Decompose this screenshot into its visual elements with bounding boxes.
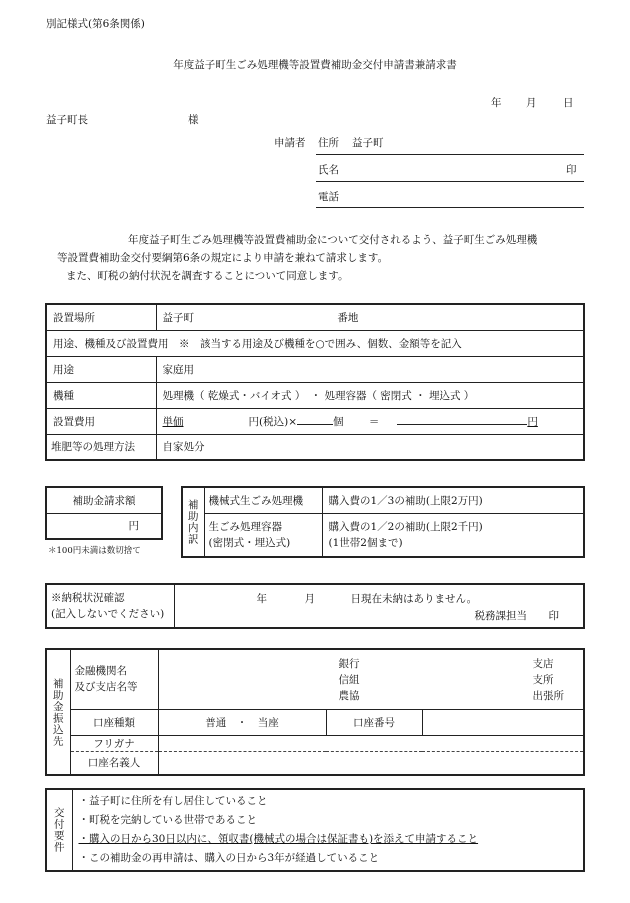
bank-section-label: 補助金振込先 [46, 649, 70, 775]
applicant-label: 申請者 [274, 137, 306, 149]
body-line-1: 年度益子町生ごみ処理機等設置費補助金について交付されるよう、益子町生ごみ処理機 [128, 234, 538, 246]
subsidy-content-box [181, 486, 585, 558]
row2-type-1: 生ごみ処理容器 [208, 520, 282, 533]
furigana-label: フリガナ [70, 735, 158, 751]
location-label: 設置場所 [46, 304, 156, 330]
subsidy-request-note: ＊100円未満は数切捨て [48, 546, 141, 556]
date-month: 月 [526, 97, 537, 109]
institution-branch2: 支所 [532, 674, 554, 686]
honorific: 様 [188, 114, 199, 126]
requirement-item: ・町税を完納している世帯であること [78, 814, 257, 826]
compost-label: 堆肥等の処理方法 [46, 434, 156, 460]
account-type-value: 普通 ・ 当座 [158, 709, 326, 735]
subsidy-request-label: 補助金請求額 [46, 487, 162, 513]
location-town: 益子町 [162, 311, 194, 324]
cost-label: 設置費用 [46, 408, 156, 434]
tax-check-label [46, 584, 174, 628]
compost-value: 自家処分 [156, 434, 584, 460]
install-table [45, 303, 585, 461]
tax-statement: 日現在未納はありません。 [350, 593, 478, 605]
cost-yen: 円 [527, 415, 538, 428]
requirements-list [72, 789, 584, 871]
requirement-item: ・購入の日から30日以内に、領収書(機械式の場合は保証書も)を添えて申請すること [78, 833, 479, 845]
account-type-label: 口座種類 [70, 709, 158, 735]
tax-year: 年 [256, 593, 267, 605]
location-cell [156, 304, 584, 330]
address-label: 住所 [318, 137, 339, 149]
subsidy-request-box [45, 486, 163, 540]
institution-branch: 支店 [532, 658, 554, 670]
holder-value [158, 751, 584, 775]
subsidy-request-yen: 円 [46, 513, 162, 539]
institution-label-2: 及び支店名等 [74, 681, 138, 694]
row2-desc-1: 購入費の1／2の補助(上限2千円) [328, 520, 483, 533]
row2-type [204, 513, 322, 557]
body-line-2: 等設置費補助金交付要綱第6条の規定により申請を兼ねて請求します。 [57, 252, 389, 264]
usage-note: 用途、機種及び設置費用 ※ 該当する用途及び機種を○で囲み、個数、金額等を記入 [46, 330, 584, 356]
requirements-label: 交付要件 [46, 789, 72, 871]
institution-value [158, 649, 584, 709]
cost-total-blank [397, 414, 527, 425]
date-year: 年 [491, 97, 502, 109]
cost-cell [156, 408, 584, 434]
row1-type: 機械式生ごみ処理機 [204, 487, 322, 513]
institution-label [70, 649, 158, 709]
form-reference: 別記様式(第6条関係) [46, 18, 145, 30]
phone-underline [316, 207, 584, 208]
model-label: 機種 [46, 382, 156, 408]
name-seal: 印 [566, 164, 577, 176]
phone-label: 電話 [318, 191, 339, 203]
cost-equals: ＝ [368, 415, 380, 428]
model-value: 処理機（ 乾燥式・バイオ式 ） ・ 処理容器（ 密閉式 ・ 埋込式 ） [156, 382, 584, 408]
tax-check-box [45, 583, 585, 629]
cost-pieces: 個 [333, 415, 344, 428]
address-underline [316, 154, 584, 155]
tax-officer: 税務課担当 [474, 610, 527, 622]
date-day: 日 [563, 97, 574, 109]
requirement-item: ・益子町に住所を有し居住していること [78, 795, 268, 807]
usage-value: 家庭用 [156, 356, 584, 382]
name-label: 氏名 [318, 164, 339, 176]
row1-desc: 購入費の1／3の補助(上限2万円) [322, 487, 584, 513]
usage-label: 用途 [46, 356, 156, 382]
tax-check-label-2: (記入しないでください) [51, 608, 165, 620]
cost-unit-price: 単価 [162, 415, 184, 428]
tax-month: 月 [304, 593, 315, 605]
institution-shinkumi: 信組 [338, 674, 360, 686]
location-banchi: 番地 [337, 311, 359, 324]
name-underline [316, 181, 584, 182]
requirements-box [45, 788, 585, 872]
form-title: 年度益子町生ごみ処理機等設置費補助金交付申請書兼請求書 [173, 59, 457, 71]
tax-seal: 印 [548, 610, 559, 622]
institution-nokyo: 農協 [338, 690, 360, 702]
subsidy-content-label: 補助内訳 [182, 487, 204, 557]
furigana-value [158, 735, 584, 751]
institution-label-1: 金融機関名 [74, 665, 127, 678]
addressee: 益子町長 [46, 114, 88, 126]
institution-outpost: 出張所 [532, 690, 564, 702]
tax-check-label-1: ※納税状況確認 [51, 592, 125, 604]
account-number-value [422, 709, 584, 735]
address-value: 益子町 [352, 137, 384, 149]
body-line-3: また、町税の納付状況を調査することについて同意します。 [66, 270, 349, 282]
cost-pieces-blank [297, 414, 333, 425]
tax-check-content [174, 584, 584, 628]
requirement-item: ・この補助金の再申請は、購入の日から3年が経過していること [78, 852, 380, 864]
cost-yen-tax: 円(税込)× [248, 415, 297, 428]
row2-desc [322, 513, 584, 557]
bank-box [45, 648, 585, 776]
account-number-label: 口座番号 [326, 709, 422, 735]
row2-type-2: (密閉式・埋込式) [208, 536, 291, 549]
holder-label: 口座名義人 [70, 751, 158, 775]
row2-desc-2: (1世帯2個まで) [328, 536, 403, 549]
institution-bank: 銀行 [338, 658, 360, 670]
